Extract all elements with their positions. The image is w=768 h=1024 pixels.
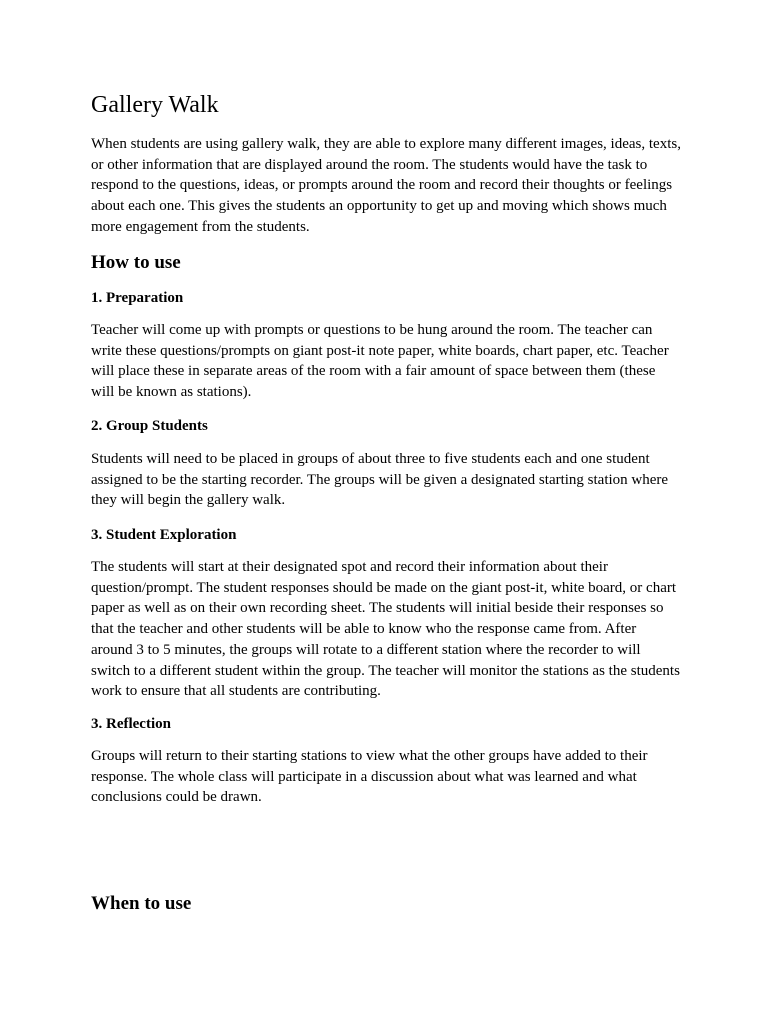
step-heading-group-students: 2. Group Students — [91, 418, 208, 434]
step-text-student-exploration: The students will start at their designated spot and record their information about their question/prompt. The student responses should be made on the giant post-it, white board, or chart paper as well as on their own recording sheet. The students will initial beside their responses so that the teacher and other students will be able to know who the response came from. After around 3 to 5 minutes, the groups will rotate to a different station where the recorder to will switch to a different student within the group. The teacher will monitor the stations as the students work to ensure that all students are contributing. — [91, 559, 680, 700]
page-title: Gallery Walk — [91, 92, 219, 118]
step-heading-reflection: 3. Reflection — [91, 716, 171, 732]
step-heading-student-exploration: 3. Student Exploration — [91, 527, 237, 543]
step-text-preparation: Teacher will come up with prompts or questions to be hung around the room. The teacher can write these questions/prompts on giant post-it note paper, white boards, chart paper, etc. Teacher will place these in separate areas of the room with a fair amount of space between them (these will be known as stations). — [91, 322, 669, 401]
step-text-reflection: Groups will return to their starting stations to view what the other groups have added to their response. The whole class will participate in a discussion about what was learned and what conclusions could be drawn. — [91, 748, 648, 806]
intro-paragraph: When students are using gallery walk, they are able to explore many different images, ideas, texts, or other information that are displayed around the room. The students would have the task to respond to the questions, ideas, or prompts around the room and record their thoughts or feelings about each one. This gives the students an opportunity to get up and moving which shows much more engagement from the students. — [91, 136, 681, 235]
how-to-use-heading: How to use — [91, 252, 181, 273]
step-text-group-students: Students will need to be placed in groups of about three to five students each and one student assigned to be the starting recorder. The groups will be given a designated starting station where they will begin the gallery walk. — [91, 451, 669, 509]
when-to-use-heading: When to use — [91, 893, 192, 914]
step-heading-preparation: 1. Preparation — [91, 290, 184, 306]
